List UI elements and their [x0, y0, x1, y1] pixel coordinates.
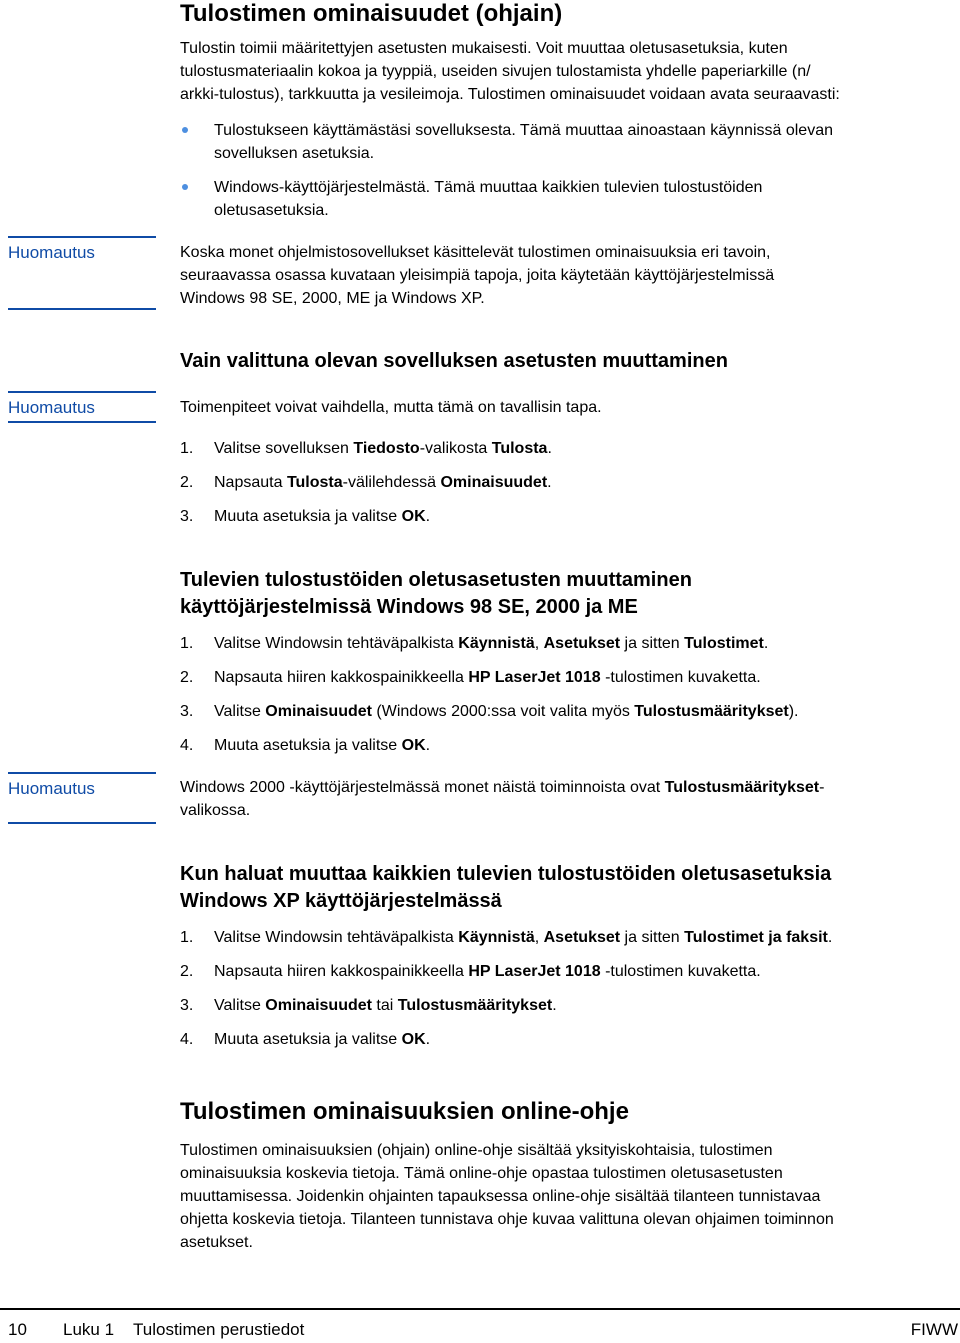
emphasis-text: Asetukset: [543, 929, 621, 946]
note-text: Toimenpiteet voivat vaihdella, mutta tämä on tavallisin tapa.: [180, 399, 602, 416]
emphasis-text: OK: [401, 1031, 426, 1048]
emphasis-text: Tiedosto: [353, 440, 420, 457]
note-line: seuraavassa osassa kuvataan yleisimpiä tapoja, joita käytetään käyttöjärjestelmissä: [180, 267, 775, 284]
note-line: Windows 98 SE, 2000, ME ja Windows XP.: [180, 290, 485, 307]
step-text: [214, 474, 552, 491]
step-text: [214, 929, 832, 946]
bullet-icon: [182, 127, 188, 133]
step-number: 4.: [180, 1031, 194, 1048]
heading-line: Kun haluat muuttaa kaikkien tulevien tulostustöiden oletusasetuksia: [180, 863, 832, 885]
section-heading: Tulostimen ominaisuuksien online-ohje: [180, 1098, 629, 1125]
intro-paragraph: [180, 37, 840, 106]
paragraph-line: asetukset.: [180, 1234, 253, 1251]
text-run: Napsauta hiiren kakkospainikkeella: [214, 963, 469, 980]
list-item: [180, 994, 557, 1017]
emphasis-text: Tulostimet ja faksit: [684, 929, 828, 946]
note-rule-top: [8, 236, 156, 238]
emphasis-text: OK: [401, 737, 426, 754]
bullet-line: sovelluksen asetuksia.: [214, 145, 375, 162]
intro-line: tulostusmateriaalin kokoa ja tyyppiä, useiden sivujen tulostamista yhdelle paperiarkille (n/: [180, 63, 811, 80]
text-run: -valikosta: [419, 440, 492, 457]
list-item: [180, 1028, 430, 1051]
emphasis-text: Ominaisuudet: [440, 474, 548, 491]
emphasis-text: Ominaisuudet: [265, 997, 372, 1014]
text-run: .: [763, 635, 769, 652]
bullet-icon: [182, 184, 188, 190]
step-text: [214, 737, 430, 754]
text-run: Valitse: [214, 997, 266, 1014]
step-number: 1.: [180, 440, 194, 457]
text-run: -: [819, 779, 825, 796]
paragraph-line: Tulostimen ominaisuuksien (ohjain) online-ohje sisältää yksityiskohtaisia, tulostimen: [180, 1142, 773, 1159]
step-text: [214, 963, 761, 980]
text-run: Valitse Windowsin tehtäväpalkista: [214, 929, 459, 946]
paragraph-line: ohjetta koskevia tietoja. Tilanteen tunnistava ohje kuvaa valittuna olevan ohjaimen toiminnon: [180, 1211, 834, 1228]
step-text: [214, 635, 768, 652]
list-item: [180, 926, 832, 949]
step-number: 1.: [180, 929, 194, 946]
emphasis-text: Ominaisuudet: [265, 703, 372, 720]
step-number: 4.: [180, 737, 194, 754]
text-run: -välilehdessä: [342, 474, 441, 491]
text-run: -tulostimen kuvaketta.: [600, 669, 761, 686]
document-code: FIWW: [910, 1320, 958, 1339]
note-rule-bottom: [8, 421, 156, 423]
step-text: [214, 440, 552, 457]
note-line: [180, 776, 824, 799]
heading-line: käyttöjärjestelmissä Windows 98 SE, 2000 ja ME: [180, 596, 638, 618]
step-number: 1.: [180, 635, 194, 652]
note-rule-top: [8, 391, 156, 393]
step-text: [214, 1031, 430, 1048]
page-number: 10: [8, 1320, 27, 1339]
text-run: .: [547, 474, 552, 491]
intro-line: Tulostin toimii määritettyjen asetusten mukaisesti. Voit muuttaa oletusasetuksia, kuten: [180, 40, 788, 57]
note-rule-bottom: [8, 822, 156, 824]
note-line: Koska monet ohjelmistosovellukset käsittelevät tulostimen ominaisuuksia eri tavoin,: [180, 244, 771, 261]
note-label: Huomautus: [8, 779, 95, 798]
emphasis-text: Tulostusmääritykset: [634, 703, 789, 720]
emphasis-text: Käynnistä: [458, 635, 535, 652]
text-run: ,: [534, 635, 544, 652]
note-label: Huomautus: [8, 398, 95, 417]
text-run: Valitse Windowsin tehtäväpalkista: [214, 635, 459, 652]
page-title: Tulostimen ominaisuudet (ohjain): [180, 0, 563, 27]
section-heading: Vain valittuna olevan sovelluksen asetusten muuttaminen: [180, 350, 728, 372]
section-heading: [180, 567, 692, 621]
step-number: 3.: [180, 508, 194, 525]
step-text: [214, 669, 761, 686]
note-rule-bottom: [8, 308, 156, 310]
step-number: 2.: [180, 474, 194, 491]
emphasis-text: Tulostusmääritykset: [664, 779, 820, 796]
step-number: 2.: [180, 963, 194, 980]
text-run: ).: [788, 703, 799, 720]
list-item: [180, 666, 761, 689]
emphasis-text: HP LaserJet 1018: [468, 963, 601, 980]
note-label: Huomautus: [8, 243, 95, 262]
emphasis-text: Asetukset: [543, 635, 621, 652]
bullet-item: [214, 119, 833, 165]
emphasis-text: OK: [401, 508, 426, 525]
bullet-line: oletusasetuksia.: [214, 202, 329, 219]
text-run: Napsauta hiiren kakkospainikkeella: [214, 669, 469, 686]
list-item: [180, 505, 430, 528]
text-run: (Windows 2000:ssa voit valita myös: [371, 703, 635, 720]
step-text: [214, 703, 799, 720]
text-run: ,: [534, 929, 544, 946]
chapter-title: Tulostimen perustiedot: [133, 1320, 305, 1339]
text-run: .: [827, 929, 833, 946]
emphasis-text: Tulosta: [286, 474, 343, 491]
bullet-item: [214, 176, 762, 222]
text-run: Muuta asetuksia ja valitse: [214, 508, 402, 525]
step-text: [214, 508, 430, 525]
text-run: ja sitten: [620, 635, 685, 652]
paragraph-line: muuttamisessa. Joidenkin ohjainten tapauksessa online-ohje sisältää tilanteen tunnistavaa: [180, 1188, 821, 1205]
emphasis-text: Tulosta: [491, 440, 548, 457]
paragraph-line: ominaisuuksia koskevia tietoja. Tämä online-ohje opastaa tulostimen oletusasetusten: [180, 1165, 783, 1182]
step-text: [214, 997, 557, 1014]
note-text: [180, 776, 824, 822]
list-item: [180, 632, 768, 655]
text-run: Valitse: [214, 703, 266, 720]
step-number: 2.: [180, 669, 194, 686]
online-help-paragraph: [180, 1139, 834, 1254]
note-text: [180, 241, 774, 310]
bullet-line: Windows-käyttöjärjestelmästä. Tämä muuttaa kaikkien tulevien tulostustöiden: [214, 179, 763, 196]
list-item: [180, 700, 799, 723]
text-run: .: [547, 440, 552, 457]
step-number: 3.: [180, 703, 194, 720]
section-heading: [180, 861, 831, 915]
heading-line: Windows XP käyttöjärjestelmässä: [180, 890, 502, 912]
text-run: .: [552, 997, 557, 1014]
emphasis-text: Tulostimet: [684, 635, 764, 652]
text-run: Windows 2000 -käyttöjärjestelmässä monet näistä toiminnoista ovat: [180, 779, 665, 796]
emphasis-text: Tulostusmääritykset: [397, 997, 553, 1014]
heading-line: Tulevien tulostustöiden oletusasetusten muuttaminen: [180, 569, 692, 591]
text-run: .: [425, 737, 431, 754]
list-item: [180, 471, 552, 494]
chapter-label: Luku 1: [63, 1320, 115, 1339]
text-run: Valitse sovelluksen: [214, 440, 354, 457]
emphasis-text: Käynnistä: [458, 929, 535, 946]
note-rule-top: [8, 772, 156, 774]
intro-line: arkki-tulostus), tarkkuutta ja vesileimoja. Tulostimen ominaisuudet voidaan avata seuraavasti:: [180, 86, 840, 103]
footer-rule: [0, 1308, 960, 1310]
text-run: Muuta asetuksia ja valitse: [214, 737, 402, 754]
text-run: ja sitten: [620, 929, 685, 946]
list-item: [180, 437, 552, 460]
list-item: [180, 734, 430, 757]
text-run: Napsauta: [214, 474, 287, 491]
emphasis-text: HP LaserJet 1018: [468, 669, 601, 686]
text-run: .: [425, 508, 431, 525]
text-run: tai: [371, 997, 398, 1014]
text-run: .: [425, 1031, 431, 1048]
note-line: valikossa.: [180, 802, 251, 819]
bullet-line: Tulostukseen käyttämästäsi sovelluksesta. Tämä muuttaa ainoastaan käynnissä olevan: [214, 122, 833, 139]
text-run: -tulostimen kuvaketta.: [600, 963, 761, 980]
step-number: 3.: [180, 997, 194, 1014]
list-item: [180, 960, 761, 983]
text-run: Muuta asetuksia ja valitse: [214, 1031, 402, 1048]
